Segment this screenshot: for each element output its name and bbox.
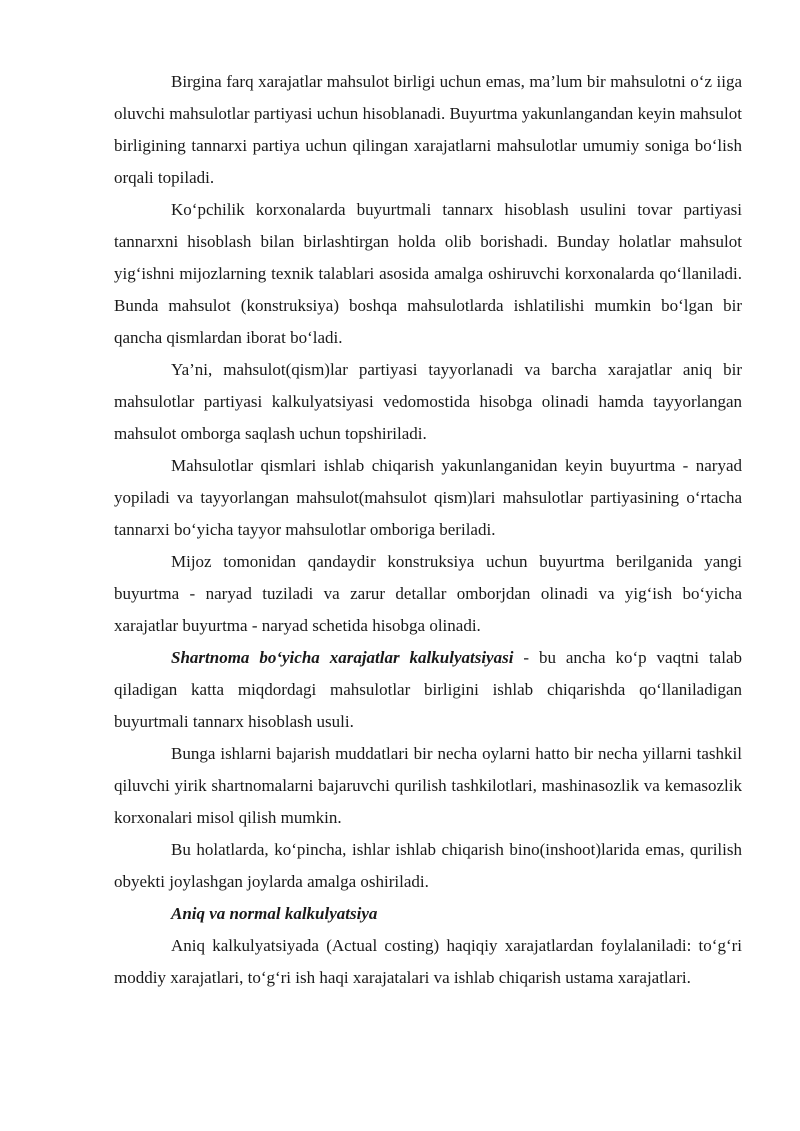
term-heading: Shartnoma bo‘yicha xarajatlar kalkulyatsiyasi	[171, 648, 514, 667]
section-heading-text: Aniq va normal kalkulyatsiya	[171, 904, 378, 923]
paragraph-text: Birgina farq xarajatlar mahsulot birligi uchun emas, ma’lum bir mahsulotni o‘z iiga oluvchi mahsulotlar partiyasi uchun hisoblanadi. Buyurtma yakunlangandan keyin mahsulot birligining tannarxi partiya uchun qilingan xarajatlarni mahsulotlar umumiy soniga bo‘lish orqali topiladi.	[114, 72, 742, 187]
document-body	[114, 66, 742, 994]
paragraph	[114, 354, 742, 450]
paragraph	[114, 834, 742, 898]
paragraph-text: Mahsulotlar qismlari ishlab chiqarish yakunlanganidan keyin buyurtma - naryad yopiladi va tayyorlangan mahsulot(mahsulot qism)lari mahsulotlar partiyasining o‘rtacha tannarxi bo‘yicha tayyor mahsulotlar omboriga beriladi.	[114, 456, 742, 539]
section-heading	[114, 898, 742, 930]
paragraph-text: Bu holatlarda, ko‘pincha, ishlar ishlab chiqarish bino(inshoot)larida emas, qurilish obyekti joylashgan joylarda amalga oshiriladi.	[114, 840, 742, 891]
paragraph-text: Ya’ni, mahsulot(qism)lar partiyasi tayyorlanadi va barcha xarajatlar aniq bir mahsulotlar partiyasi kalkulyatsiyasi vedomostida hisobga olinadi hamda tayyorlangan mahsulot omborga saqlash uchun topshiriladi.	[114, 360, 742, 443]
paragraph	[114, 642, 742, 738]
paragraph	[114, 930, 742, 994]
paragraph-text: Aniq kalkulyatsiyada (Actual costing) haqiqiy xarajatlardan foylalaniladi: to‘g‘ri moddiy xarajatlari, to‘g‘ri ish haqi xarajatalari va ishlab chiqarish ustama xarajatlari.	[114, 936, 742, 987]
paragraph	[114, 66, 742, 194]
paragraph-text: Mijoz tomonidan qandaydir konstruksiya uchun buyurtma berilganida yangi buyurtma - naryad tuziladi va zarur detallar omborjdan olinadi va yig‘ish bo‘yicha xarajatlar buyurtma - naryad schetida hisobga olinadi.	[114, 552, 742, 635]
paragraph	[114, 450, 742, 546]
paragraph	[114, 194, 742, 354]
paragraph	[114, 738, 742, 834]
paragraph-text: Ko‘pchilik korxonalarda buyurtmali tannarx hisoblash usulini tovar partiyasi tannarxni hisoblash bilan birlashtirgan holda olib borishadi. Bunday holatlar mahsulot yig‘ishni mijozlarning texnik talablari asosida amalga oshiruvchi korxonalarda qo‘llaniladi. Bunda mahsulot (konstruksiya) boshqa mahsulotlarda ishlatilishi mumkin bo‘lgan bir qancha qismlardan iborat bo‘ladi.	[114, 200, 742, 347]
paragraph-text: - bu ancha ko‘p vaqtni talab qiladigan katta miqdordagi mahsulotlar birligini ishlab chiqarishda qo‘llaniladigan buyurtmali tannarx hisoblash usuli.	[114, 648, 742, 731]
paragraph	[114, 546, 742, 642]
paragraph-text: Bunga ishlarni bajarish muddatlari bir necha oylarni hatto bir necha yillarni tashkil qiluvchi yirik shartnomalarni bajaruvchi qurilish tashkilotlari, mashinasozlik va kemasozlik korxonalari misol qilish mumkin.	[114, 744, 742, 827]
